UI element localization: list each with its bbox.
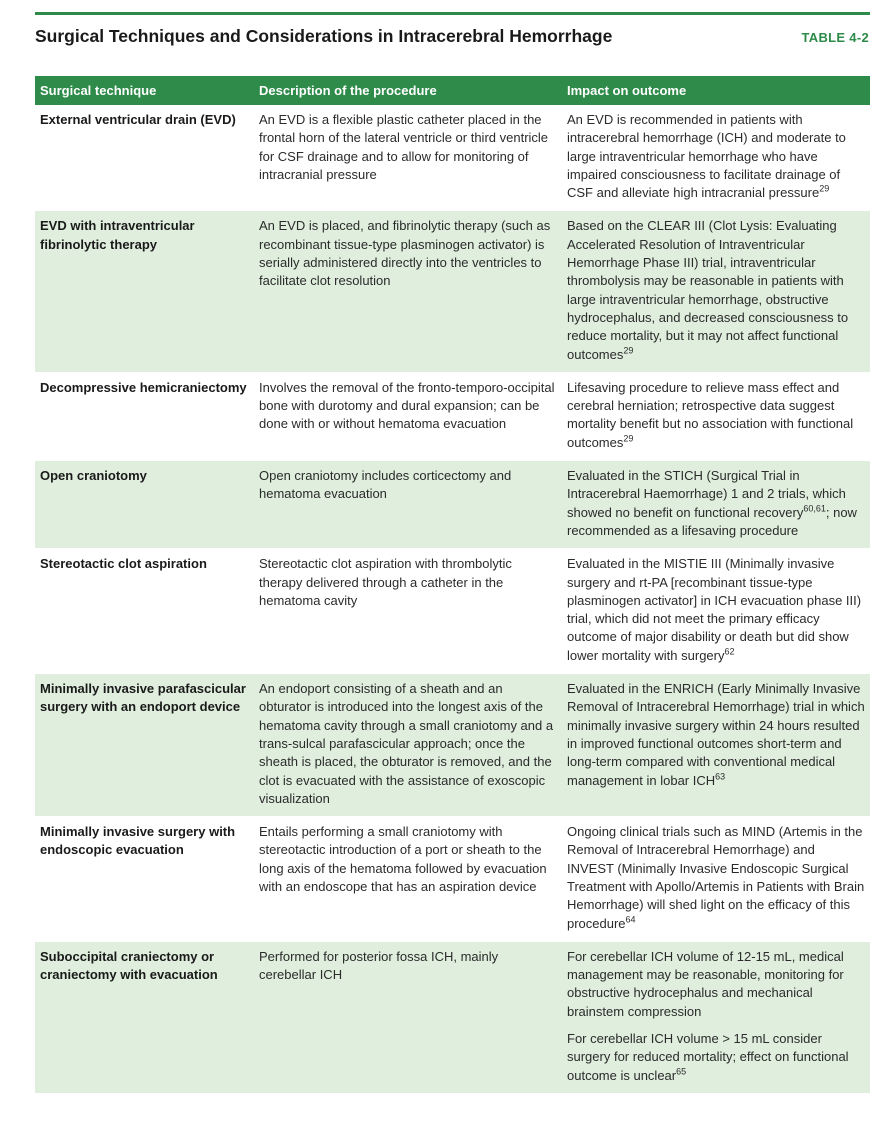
impact-text: An EVD is recommended in patients with intracerebral hemorrhage (ICH) and moderate to large intraventricular hemorrhage who have impaired consciousness to facilitate drainage of CSF and alleviate high intracranial pressure: [567, 112, 846, 201]
impact-text-continued: ; now recommended as a lifesaving procedure: [567, 504, 857, 538]
impact-cell: [562, 674, 870, 817]
description-cell: An endoport consisting of a sheath and an obturator is introduced into the longest axis of the hematoma cavity through a small craniotomy and a trans-sulcal parafascicular approach; once the sheath is placed, the obturator is removed, and the clot is evacuated with the assistance of exoscopic visualization: [254, 674, 562, 817]
table-row: [35, 549, 870, 674]
reference-superscript: 29: [819, 183, 830, 194]
table-row: [35, 372, 870, 460]
table-row: [35, 674, 870, 817]
reference-superscript: 29: [623, 345, 634, 356]
table-row: [35, 105, 870, 211]
impact-text: For cerebellar ICH volume of 12-15 mL, medical management may be reasonable, monitoring for obstructive hydrocephalus and mechanical brainstem compression: [567, 948, 844, 1019]
technique-cell: Open craniotomy: [35, 461, 254, 549]
table-number-label: TABLE 4-2: [801, 30, 869, 45]
technique-cell: External ventricular drain (EVD): [35, 105, 254, 211]
surgical-techniques-table: [35, 76, 870, 1094]
reference-superscript: 65: [676, 1066, 687, 1077]
description-cell: Entails performing a small craniotomy with stereotactic introduction of a port or sheath to the long axis of the hematoma followed by evacuation with an endoscope that has an aspiration device: [254, 817, 562, 942]
technique-cell: Stereotactic clot aspiration: [35, 549, 254, 674]
description-cell: An EVD is placed, and fibrinolytic therapy (such as recombinant tissue-type plasminogen activator) is serially administered directly into the ventricles to facilitate clot resolution: [254, 211, 562, 372]
reference-superscript: 62: [724, 646, 735, 657]
impact-text: Based on the CLEAR III (Clot Lysis: Evaluating Accelerated Resolution of Intraventricular Hemorrhage Phase III) trial, intraventricular thrombolysis may be reasonable in patients with large intraventricular hemorrhage, obstructive hydrocephalus, and decreased consciousness to reduce mortality, but it may not affect functional outcomes: [567, 218, 849, 362]
table-row: [35, 461, 870, 549]
impact-cell: [562, 549, 870, 674]
reference-superscript: 64: [625, 914, 636, 925]
table-title: Surgical Techniques and Considerations in Intracerebral Hemorrhage: [35, 26, 613, 46]
impact-text: For cerebellar ICH volume > 15 mL consider surgery for reduced mortality; effect on functional outcome is unclear: [567, 1031, 849, 1083]
technique-cell: EVD with intraventricular fibrinolytic therapy: [35, 211, 254, 372]
impact-text: Evaluated in the ENRICH (Early Minimally Invasive Removal of Intracerebral Hemorrhage) trial in which minimally invasive surgery within 24 hours resulted in improved functional outcomes short-term and long-term compared with conventional medical management in lobar ICH: [567, 681, 865, 788]
reference-superscript: 29: [623, 433, 634, 444]
impact-cell: [562, 941, 870, 1093]
impact-text: Ongoing clinical trials such as MIND (Artemis in the Removal of Intracerebral Hemorrhage) and INVEST (Minimally Invasive Endoscopic Surgical Treatment with Apollo/Artemis in Patients with Brain Hemorrhage) will shed light on the efficacy of this procedure: [567, 824, 865, 931]
column-header-technique: Surgical technique: [35, 76, 254, 105]
technique-cell: Minimally invasive surgery with endoscopic evacuation: [35, 817, 254, 942]
reference-superscript: 60,61: [803, 503, 826, 514]
impact-text: Evaluated in the STICH (Surgical Trial in Intracerebral Haemorrhage) 1 and 2 trials, which showed no benefit on functional recovery: [567, 468, 846, 520]
description-cell: An EVD is a flexible plastic catheter placed in the frontal horn of the lateral ventricle or third ventricle for CSF drainage and to allow for monitoring of intracranial pressure: [254, 105, 562, 211]
table-row: [35, 211, 870, 372]
description-cell: Stereotactic clot aspiration with thrombolytic therapy delivered through a catheter in the hematoma cavity: [254, 549, 562, 674]
column-header-description: Description of the procedure: [254, 76, 562, 105]
impact-cell: [562, 461, 870, 549]
table-row: [35, 941, 870, 1093]
impact-cell: [562, 372, 870, 460]
impact-text: Evaluated in the MISTIE III (Minimally invasive surgery and rt-PA [recombinant tissue-type plasminogen activator] in ICH evacuation phase III) trial, which did not meet the primary efficacy outcome of major disability or death but did show lower mortality with surgery: [567, 556, 862, 663]
technique-cell: Decompressive hemicraniectomy: [35, 372, 254, 460]
top-rule: [35, 12, 870, 15]
table-row: [35, 817, 870, 942]
description-cell: Open craniotomy includes corticectomy and hematoma evacuation: [254, 461, 562, 549]
impact-second-paragraph: [567, 1030, 865, 1085]
header-row: [35, 76, 870, 105]
impact-cell: [562, 211, 870, 372]
column-header-impact: Impact on outcome: [562, 76, 870, 105]
technique-cell: Minimally invasive parafascicular surgery with an endoport device: [35, 674, 254, 817]
impact-text: Lifesaving procedure to relieve mass effect and cerebral herniation; retrospective data suggest mortality benefit but no association with functional outcomes: [567, 379, 854, 450]
impact-cell: [562, 817, 870, 942]
technique-cell: Suboccipital craniectomy or craniectomy with evacuation: [35, 941, 254, 1093]
impact-cell: [562, 105, 870, 211]
reference-superscript: 63: [715, 771, 726, 782]
description-cell: Performed for posterior fossa ICH, mainly cerebellar ICH: [254, 941, 562, 1093]
description-cell: Involves the removal of the fronto-temporo-occipital bone with durotomy and dural expansion; can be done with or without hematoma evacuation: [254, 372, 562, 460]
